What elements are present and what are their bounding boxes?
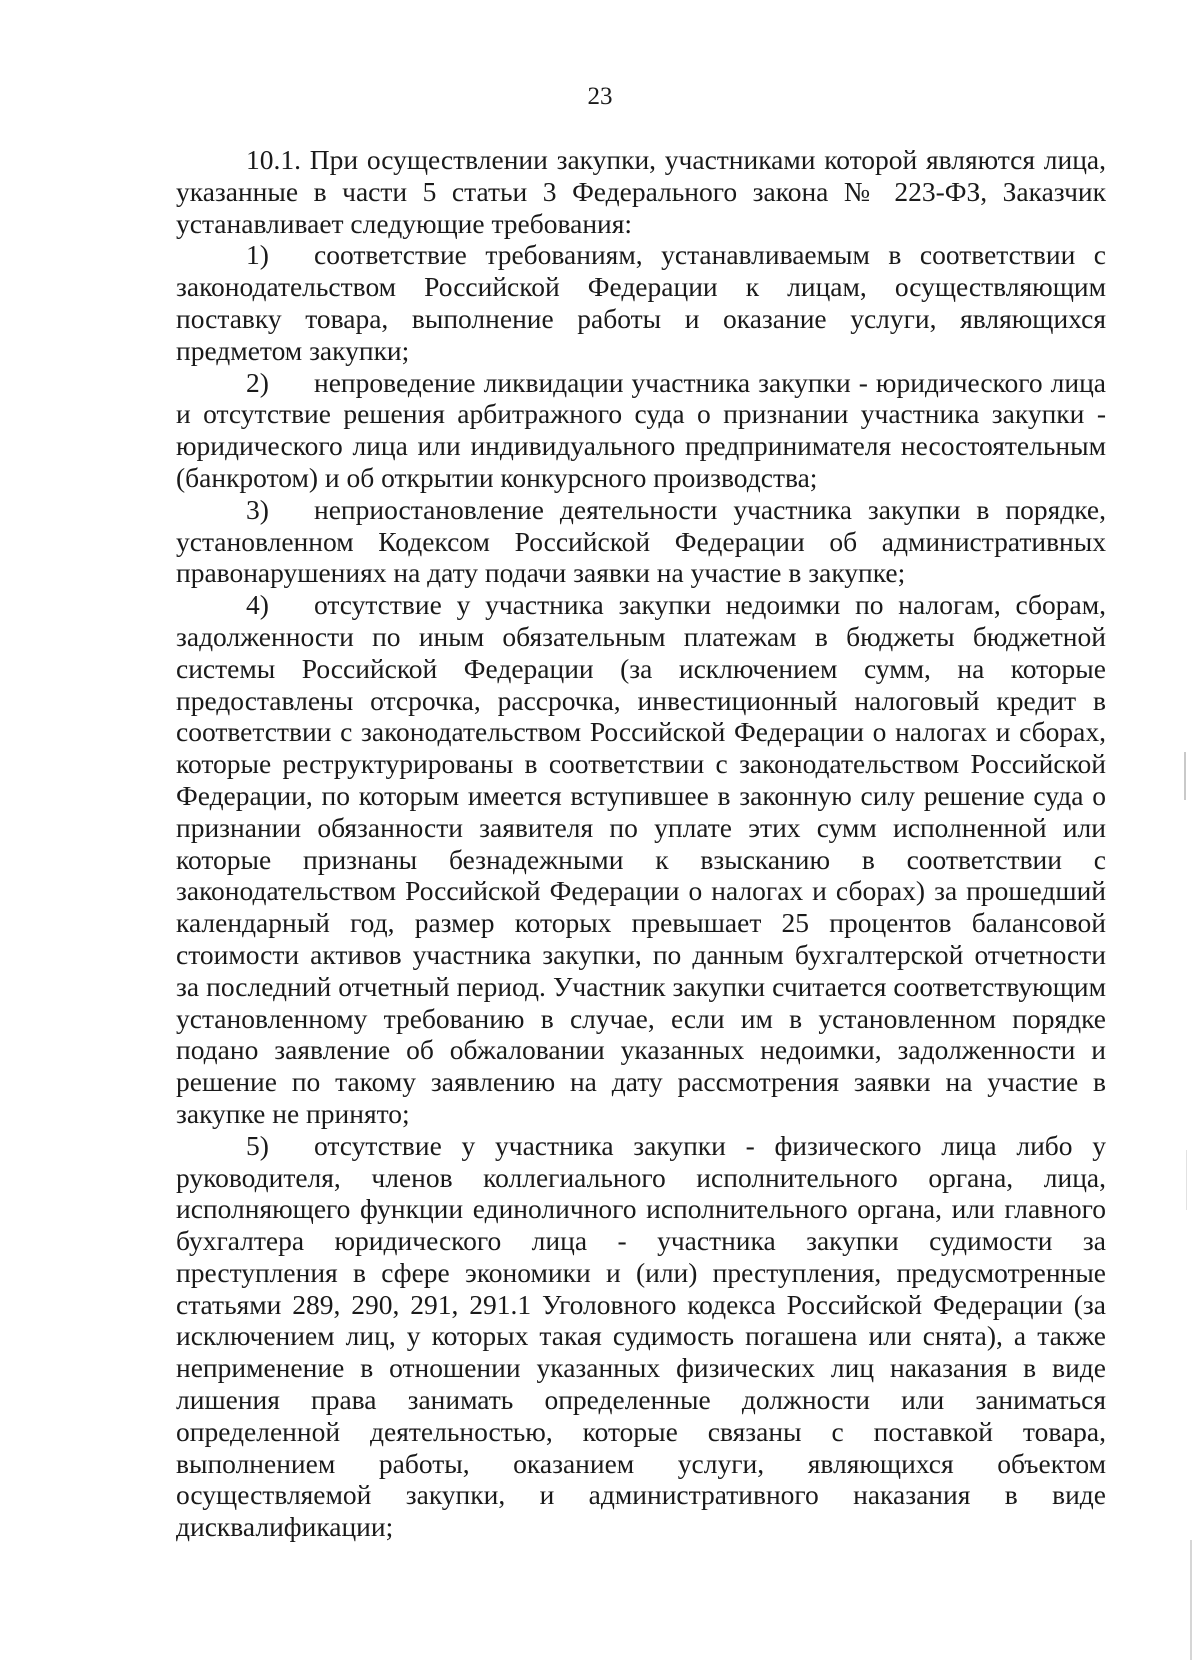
requirement-item-3: [176, 494, 1106, 589]
scan-edge-mark: [1190, 1540, 1192, 1660]
requirement-item-1: [176, 239, 1106, 366]
item-text: соответствие требованиям, устанавливаемым в соответствии с законодательством Российской Федерации к лицам, осуществляющим поставку товара, выполнение работы и оказание услуги, являющихся предметом закупки;: [176, 239, 1106, 366]
item-number: 4): [246, 589, 269, 621]
document-body: [176, 144, 1106, 1543]
item-number: 1): [246, 239, 269, 271]
requirement-item-4: [176, 589, 1106, 1130]
item-text: отсутствие у участника закупки недоимки по налогам, сборам, задолженности по иным обязательным платежам в бюджеты бюджетной системы Российской Федерации (за исключением сумм, на которые предоставлены отсрочка, рассрочка, инвестиционный налоговый кредит в соответствии с законодательством Российской Федерации о налогах и сборах, которые реструктурированы в соответствии с законодательством Российской Федерации, по которым имеется вступившее в законную силу решение суда о признании обязанности заявителя по уплате этих сумм исполненной или которые признаны безнадежными к взысканию в соответствии с законодательством Российской Федерации о налогах и сборах) за прошедший календарный год, размер которых превышает 25 процентов балансовой стоимости активов участника закупки, по данным бухгалтерской отчетности за последний отчетный период. Участник закупки считается соответствующим установленному требованию в случае, если им в установленном порядке подано заявление об обжаловании указанных недоимки, задолженности и решение по такому заявлению на дату рассмотрения заявки на участие в закупке не принято;: [176, 589, 1106, 1129]
item-text: неприостановление деятельности участника закупки в порядке, установленном Кодексом Российской Федерации об административных правонарушениях на дату подачи заявки на участие в закупке;: [176, 493, 1106, 589]
scan-edge-mark: [1184, 752, 1186, 800]
requirement-item-2: [176, 367, 1106, 494]
item-number: 2): [246, 366, 269, 398]
scan-edge-mark: [1186, 1150, 1187, 1210]
page-number: 23: [587, 83, 613, 110]
item-text: непроведение ликвидации участника закупки - юридического лица и отсутствие решения арбитражного суда о признании участника закупки - юридического лица или индивидуального предпринимателя несостоятельным (банкротом) и об открытии конкурсного производства;: [176, 366, 1106, 493]
item-text: отсутствие у участника закупки - физического лица либо у руководителя, членов коллегиального исполнительного органа, лица, исполняющего функции единоличного исполнительного органа, или главного бухгалтера юридического лица - участника закупки судимости за преступления в сфере экономики и (или) преступления, предусмотренные статьями 289, 290, 291, 291.1 Уголовного кодекса Российской Федерации (за исключением лиц, у которых такая судимость погашена или снята), а также неприменение в отношении указанных физических лиц наказания в виде лишения права занимать определенные должности или заниматься определенной деятельностью, которые связаны с поставкой товара, выполнением работы, оказанием услуги, являющихся объектом осуществляемой закупки, и административного наказания в виде дисквалификации;: [176, 1129, 1106, 1543]
requirement-item-5: [176, 1130, 1106, 1543]
item-number: 3): [246, 493, 269, 525]
intro-paragraph: 10.1. При осуществлении закупки, участниками которой являются лица, указанные в части 5 статьи 3 Федерального закона № 223-ФЗ, Заказчик устанавливает следующие требования:: [176, 144, 1106, 239]
item-number: 5): [246, 1129, 269, 1161]
